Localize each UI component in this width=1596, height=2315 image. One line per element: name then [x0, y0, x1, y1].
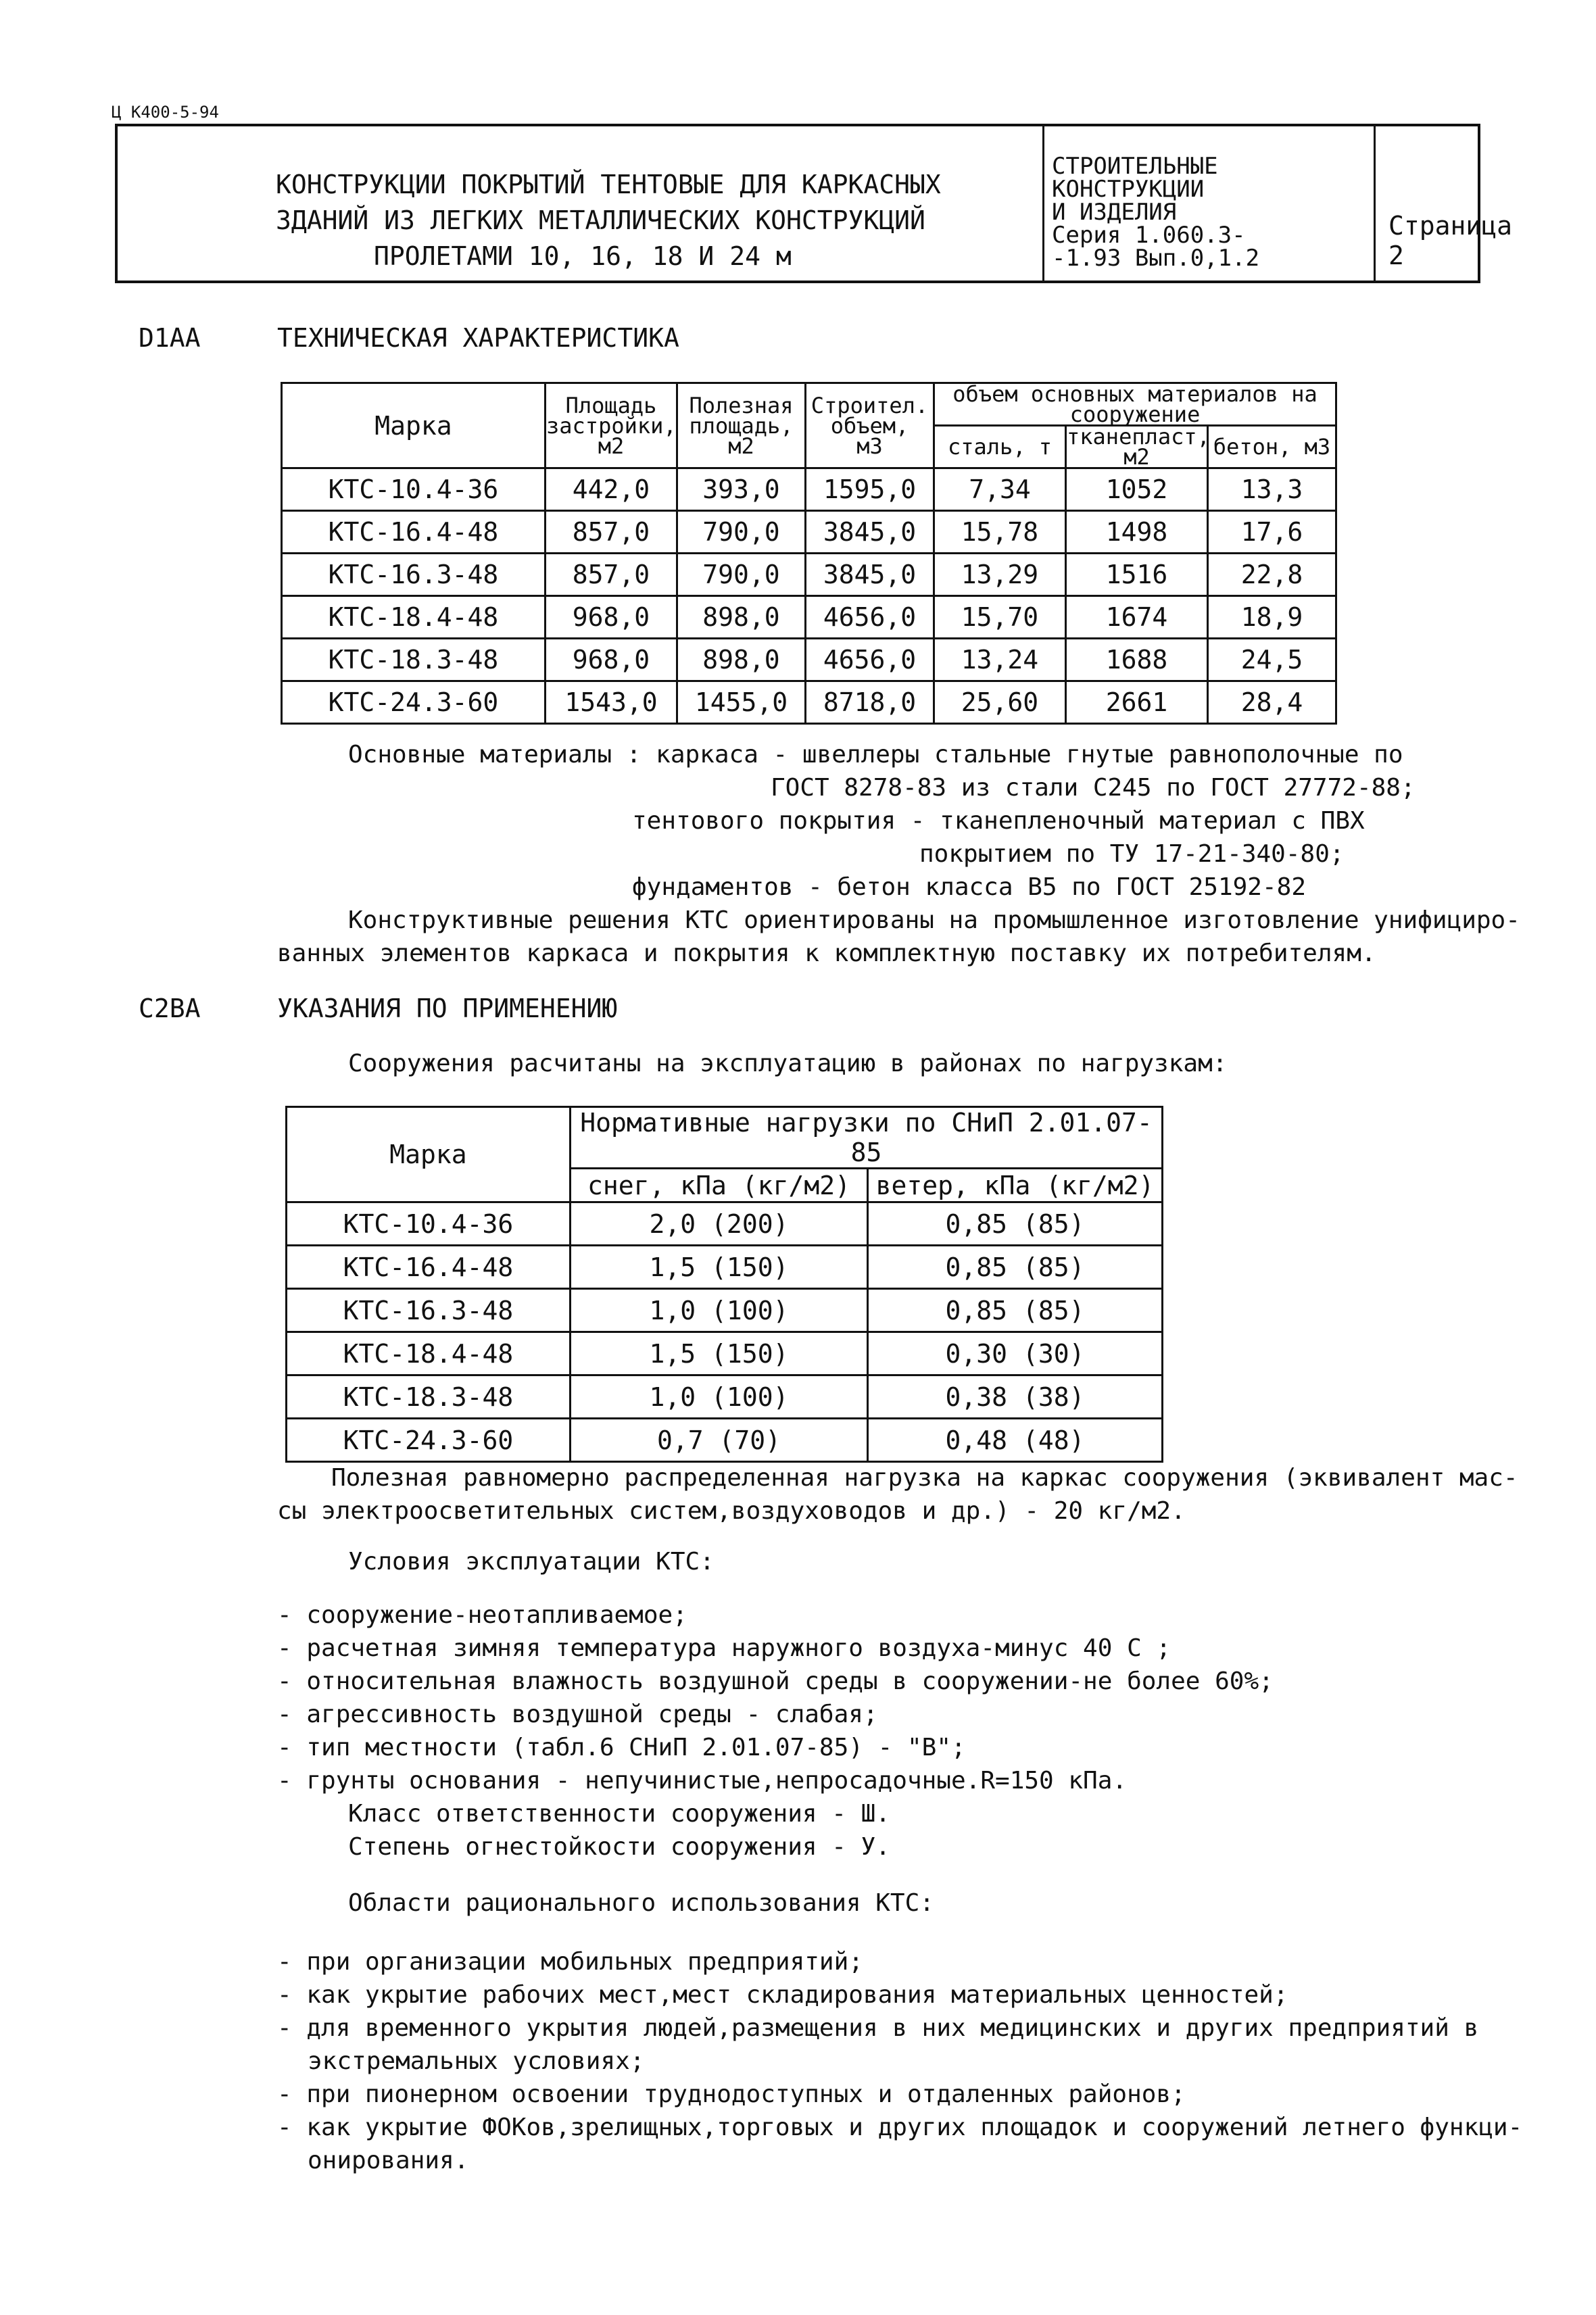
areas-title: Области рационального использования КТС: [348, 1889, 934, 1917]
conditions-list [277, 1599, 1274, 1863]
areas-list [277, 1945, 1522, 2177]
table-cell: 4656,0 [806, 596, 934, 639]
table-cell: 898,0 [677, 639, 806, 681]
list-item: - относительная влажность воздушной среды в сооружении-не более 60%; [277, 1667, 1274, 1695]
section-title: УКАЗАНИЯ ПО ПРИМЕНЕНИЮ [277, 994, 618, 1023]
list-item: - агрессивность воздушной среды - слабая; [277, 1701, 878, 1728]
table-cell: 0,48 (48) [868, 1419, 1163, 1462]
list-item: - для временного укрытия людей,размещения в них медицинских и других предприятий в [277, 2014, 1479, 2042]
header-area: Площадь застройки, м2 [546, 383, 677, 468]
table-cell: КТС-10.4-36 [287, 1202, 571, 1246]
table-cell: 1455,0 [677, 681, 806, 724]
table-cell: 968,0 [546, 596, 677, 639]
table-row [282, 639, 1336, 681]
table-cell: 0,30 (30) [868, 1332, 1163, 1375]
table-cell: КТС-18.3-48 [287, 1375, 571, 1419]
table-cell: 393,0 [677, 468, 806, 511]
table-cell: 8718,0 [806, 681, 934, 724]
header-volume: Строител. объем, м3 [806, 383, 934, 468]
header-wind: ветер, кПа (кг/м2) [868, 1169, 1163, 1202]
table-cell: 1543,0 [546, 681, 677, 724]
header-concrete: бетон, м3 [1208, 426, 1336, 468]
table-cell: КТС-18.4-48 [287, 1332, 571, 1375]
table-cell: 17,6 [1208, 511, 1336, 554]
table-cell: 1516 [1066, 554, 1208, 596]
table-cell: 968,0 [546, 639, 677, 681]
solutions-line: Конструктивные решения КТС ориентированы на промышленное изготовление унифициро- [348, 906, 1520, 934]
table-row [287, 1419, 1163, 1462]
table-cell: 857,0 [546, 554, 677, 596]
page-label: Страница 2 [1388, 211, 1513, 270]
list-item: - тип местности (табл.6 СНиП 2.01.07-85) - "В"; [277, 1734, 966, 1761]
series-line: СТРОИТЕЛЬНЫЕ [1052, 153, 1218, 180]
document-title [276, 167, 1033, 274]
section-code: D1AA [139, 323, 201, 353]
table-row [282, 468, 1336, 511]
table-cell: 0,7 (70) [571, 1419, 868, 1462]
list-item: - как укрытие рабочих мест,мест складирования материальных ценностей; [277, 1981, 1288, 2009]
table-cell: 3845,0 [806, 554, 934, 596]
section-code: С2ВА [139, 994, 201, 1023]
table-cell: 1688 [1066, 639, 1208, 681]
table-cell: 1,5 (150) [571, 1332, 868, 1375]
header-mark: Марка [282, 383, 546, 468]
table-row [282, 554, 1336, 596]
header-materials: объем основных материалов на сооружение [934, 383, 1336, 426]
load-line: сы электроосветительных систем,воздуховодов и др.) - 20 кг/м2. [277, 1497, 1186, 1525]
table-cell: 790,0 [677, 554, 806, 596]
table-cell: 1595,0 [806, 468, 934, 511]
table-cell: КТС-18.4-48 [282, 596, 546, 639]
load-line: Полезная равномерно распределенная нагрузка на каркас сооружения (эквивалент мас- [331, 1464, 1518, 1492]
table-cell: 15,78 [934, 511, 1066, 554]
materials-line: фундаментов - бетон класса В5 по ГОСТ 25192-82 [632, 873, 1306, 901]
table-cell: КТС-16.4-48 [282, 511, 546, 554]
table-cell: КТС-24.3-60 [287, 1419, 571, 1462]
table-cell: 15,70 [934, 596, 1066, 639]
table-cell: 13,3 [1208, 468, 1336, 511]
series-line: Серия 1.060.3- [1052, 222, 1246, 249]
loads-table [285, 1106, 1163, 1463]
table-cell: 1,5 (150) [571, 1246, 868, 1289]
header-snow: снег, кПа (кг/м2) [571, 1169, 868, 1202]
class-line: Степень огнестойкости сооружения - У. [348, 1833, 890, 1861]
series-line: КОНСТРУКЦИИ [1052, 176, 1205, 203]
list-item: - расчетная зимняя температура наружного воздуха-минус 40 С ; [277, 1634, 1171, 1662]
technical-table [281, 382, 1337, 725]
title-line: ПРОЛЕТАМИ 10, 16, 18 И 24 м [374, 241, 792, 271]
table-cell: 1,0 (100) [571, 1375, 868, 1419]
title-line: ЗДАНИЙ ИЗ ЛЕГКИХ МЕТАЛЛИЧЕСКИХ КОНСТРУКЦИЙ [276, 205, 925, 235]
materials-line: тентового покрытия - тканепленочный материал с ПВХ [632, 807, 1365, 835]
header-fabric: тканепласт, м2 [1067, 424, 1210, 470]
loads-intro: Сооружения расчитаны на эксплуатацию в районах по нагрузкам: [348, 1050, 1228, 1077]
header-steel: сталь, т [934, 426, 1066, 468]
table-cell: 1,0 (100) [571, 1289, 868, 1332]
series-line: -1.93 Вып.0,1.2 [1052, 245, 1260, 272]
table-cell: 898,0 [677, 596, 806, 639]
table-cell: 0,38 (38) [868, 1375, 1163, 1419]
table-cell: КТС-16.3-48 [287, 1289, 571, 1332]
table-row [287, 1202, 1163, 1246]
title-block [115, 124, 1513, 283]
section-title: ТЕХНИЧЕСКАЯ ХАРАКТЕРИСТИКА [277, 323, 679, 353]
series-info [1052, 155, 1259, 270]
list-item: - при организации мобильных предприятий; [277, 1948, 863, 1976]
list-item: экстремальных условиях; [308, 2047, 645, 2075]
title-line: КОНСТРУКЦИИ ПОКРЫТИЙ ТЕНТОВЫЕ ДЛЯ КАРКАСНЫХ [276, 170, 941, 199]
table-cell: КТС-16.4-48 [287, 1246, 571, 1289]
title-cell [118, 126, 1044, 281]
table-cell: 13,24 [934, 639, 1066, 681]
table-row [287, 1289, 1163, 1332]
table-cell: 13,29 [934, 554, 1066, 596]
table-cell: 1674 [1066, 596, 1208, 639]
solutions-line: ванных элементов каркаса и покрытия к комплектную поставку их потребителям. [277, 940, 1376, 967]
series-line: И ИЗДЕЛИЯ [1052, 199, 1177, 226]
materials-line: ГОСТ 8278-83 из стали С245 по ГОСТ 27772-88; [771, 774, 1416, 802]
materials-line: покрытием по ТУ 17-21-340-80; [919, 840, 1345, 868]
table-row [287, 1332, 1163, 1375]
table-row [282, 511, 1336, 554]
table-cell: КТС-18.3-48 [282, 639, 546, 681]
table-cell: 7,34 [934, 468, 1066, 511]
table-row [287, 1375, 1163, 1419]
table-cell: 22,8 [1208, 554, 1336, 596]
table-cell: 4656,0 [806, 639, 934, 681]
class-line: Класс ответственности сооружения - Ш. [348, 1800, 890, 1828]
table-cell: 3845,0 [806, 511, 934, 554]
table-cell: 0,85 (85) [868, 1202, 1163, 1246]
header-mark: Марка [287, 1107, 571, 1202]
table-cell: 1052 [1066, 468, 1208, 511]
table-cell: 2661 [1066, 681, 1208, 724]
table-cell: 857,0 [546, 511, 677, 554]
conditions-title: Условия эксплуатации КТС: [348, 1548, 715, 1576]
table-cell: 25,60 [934, 681, 1066, 724]
header-norm: Нормативные нагрузки по СНиП 2.01.07-85 [571, 1107, 1163, 1169]
document-number: Ц К400-5-94 [112, 103, 219, 122]
table-row [282, 596, 1336, 639]
list-item: - грунты основания - непучинистые,непросадочные.R=150 кПа. [277, 1767, 1128, 1795]
table-row [282, 681, 1336, 724]
table-cell: 0,85 (85) [868, 1246, 1163, 1289]
table-cell: 2,0 (200) [571, 1202, 868, 1246]
table-cell: 442,0 [546, 468, 677, 511]
table-cell: 28,4 [1208, 681, 1336, 724]
materials-line: Основные материалы : каркаса - швеллеры стальные гнутые равнополочные по [348, 741, 1403, 769]
table-row [287, 1246, 1163, 1289]
list-item: - при пионерном освоении труднодоступных и отдаленных районов; [277, 2080, 1186, 2108]
series-cell [1042, 126, 1376, 281]
list-item: - сооружение-неотапливаемое; [277, 1601, 687, 1629]
header-useful: Полезная площадь, м2 [677, 383, 806, 468]
table-cell: КТС-10.4-36 [282, 468, 546, 511]
table-cell: 1498 [1066, 511, 1208, 554]
table-cell: 0,85 (85) [868, 1289, 1163, 1332]
table-cell: 18,9 [1208, 596, 1336, 639]
list-item: онирования. [308, 2147, 469, 2174]
table-cell: КТС-24.3-60 [282, 681, 546, 724]
table-cell: 24,5 [1208, 639, 1336, 681]
table-cell: КТС-16.3-48 [282, 554, 546, 596]
list-item: - как укрытие ФОКов,зрелищных,торговых и других площадок и сооружений летнего функци- [277, 2114, 1523, 2141]
table-cell: 790,0 [677, 511, 806, 554]
